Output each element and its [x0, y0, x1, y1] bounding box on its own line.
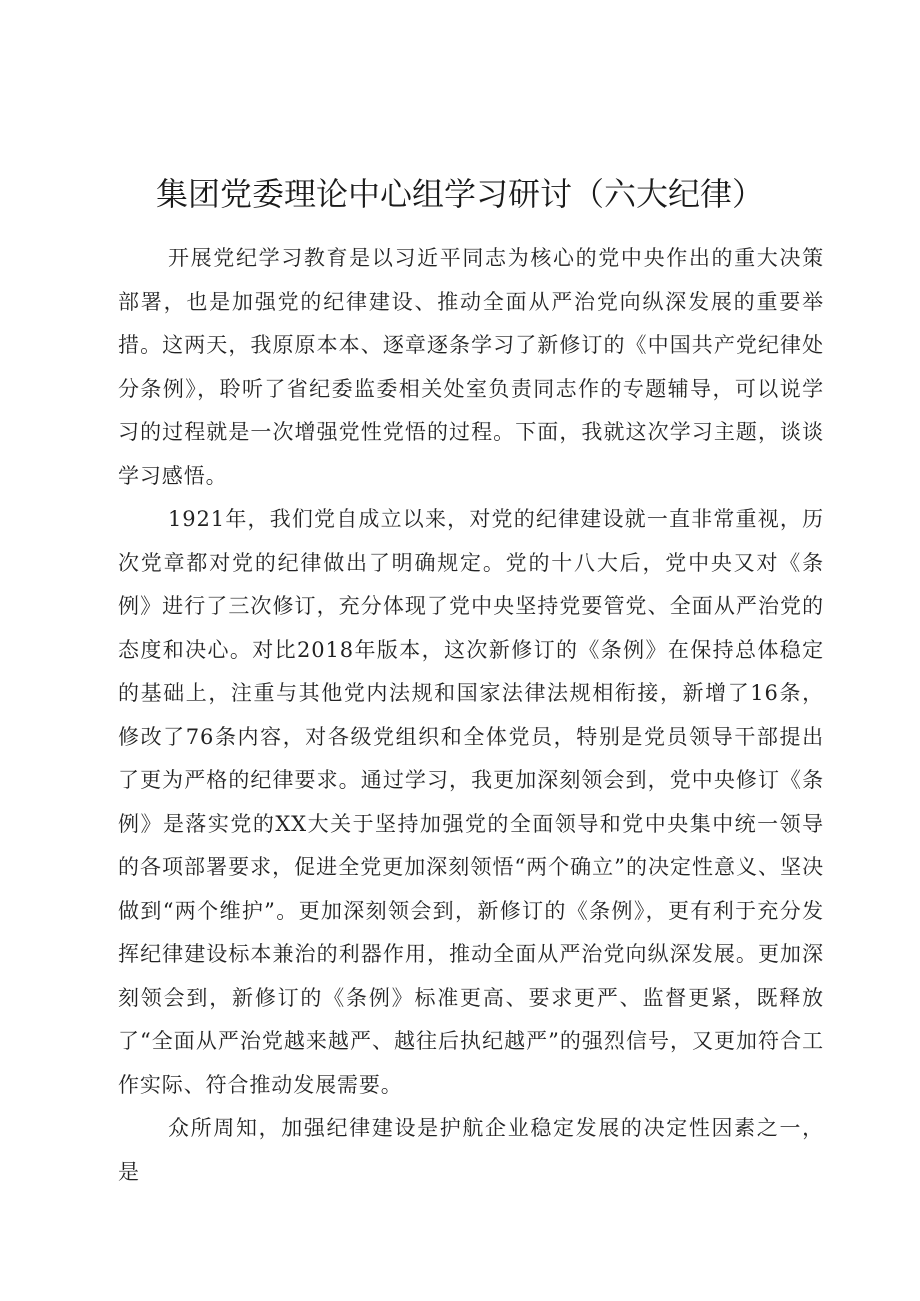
paragraph-discipline: 众所周知，加强纪律建设是护航企业稳定发展的决定性因素之一，是 [118, 1116, 824, 1184]
paragraph-intro: 开展党纪学习教育是以习近平同志为核心的党中央作出的重大决策部署，也是加强党的纪律建设、推动全面从严治党向纵深发展的重要举措。这两天，我原原本本、逐章逐条学习了新修订的《中国共产党纪律处分条例》，聆听了省纪委监委相关处室负责同志作的专题辅导，可以说学习的过程就是一次增强党性党悟的过程。下面，我就这次学习主题，谈谈学习感悟。 [118, 246, 824, 488]
document-body [118, 237, 824, 1194]
document-title: 集团党委理论中心组学习研讨（六大纪律） [155, 175, 764, 213]
paragraph-history: 1921年，我们党自成立以来，对党的纪律建设就一直非常重视，历次党章都对党的纪律做出了明确规定。党的十八大后，党中央又对《条例》进行了三次修订，充分体现了党中央坚持党要管党、全面从严治党的态度和决心。对比2018年版本，这次新修订的《条例》在保持总体稳定的基础上，注重与其他党内法规和国家法律法规相衔接，新增了16条，修改了76条内容，对各级党组织和全体党员，特别是党员领导干部提出了更为严格的纪律要求。通过学习，我更加深刻领会到，党中央修订《条例》是落实党的XX大关于坚持加强党的全面领导和党中央集中统一领导的各项部署要求，促进全党更加深刻领悟“两个确立”的决定性意义、坚决做到“两个维护”。更加深刻领会到，新修订的《条例》，更有利于充分发挥纪律建设标本兼治的利器作用，推动全面从严治党向纵深发展。更加深刻领会到，新修订的《条例》标准更高、要求更严、监督更紧，既释放了“全面从严治党越来越严、越往后执纪越严”的强烈信号，又更加符合工作实际、符合推动发展需要。 [118, 507, 824, 1097]
